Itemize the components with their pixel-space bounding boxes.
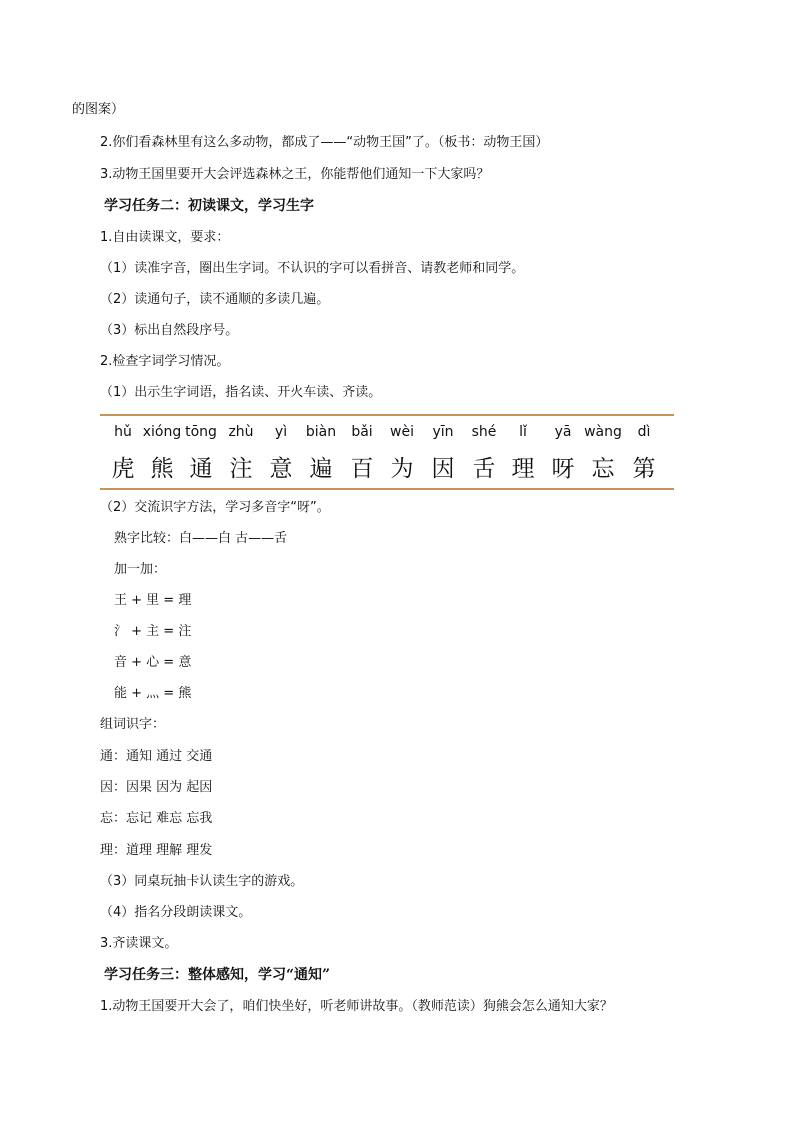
formula-line: 氵 + 主 = 注 — [114, 624, 192, 639]
paragraph: （3）标出自然段序号。 — [100, 323, 239, 338]
pinyin-label: lǐ — [519, 424, 527, 440]
hanzi-character: 意 — [269, 456, 293, 482]
hanzi-character: 百 — [350, 456, 374, 482]
paragraph: （1）读准字音，圈出生字词。不认识的字可以看拼音、请教老师和同学。 — [100, 261, 525, 276]
paragraph: 2.检查字词学习情况。 — [100, 354, 230, 369]
pinyin-label: tōng — [185, 424, 217, 440]
hanzi-character: 熊 — [150, 456, 174, 482]
paragraph: 加一加： — [114, 562, 167, 577]
section-heading: 学习任务三：整体感知，学习“通知” — [104, 967, 331, 983]
formula-line: 王 + 里 = 理 — [114, 593, 192, 608]
formula-line: 音 + 心 = 意 — [114, 655, 192, 670]
paragraph: 组词识字： — [100, 717, 166, 732]
formula-line: 能 + 灬 = 熊 — [114, 686, 192, 701]
paragraph: （4）指名分段朗读课文。 — [100, 905, 252, 920]
hanzi-character: 第 — [632, 456, 656, 482]
section-heading: 学习任务二：初读课文，学习生字 — [104, 198, 314, 214]
pinyin-label: xióng — [142, 424, 182, 440]
hanzi-character: 虎 — [111, 456, 135, 482]
pinyin-label: biàn — [305, 424, 337, 440]
hanzi-character: 忘 — [591, 456, 615, 482]
paragraph: （3）同桌玩抽卡认读生字的游戏。 — [100, 874, 304, 889]
word-group: 通：通知 通过 交通 — [100, 749, 213, 764]
paragraph-continuation: 的图案） — [72, 102, 125, 117]
pinyin-label: yīn — [432, 424, 454, 440]
hanzi-character: 舌 — [472, 456, 496, 482]
paragraph: 1.动物王国要开大会了，咱们快坐好，听老师讲故事。（教师范读）狗熊会怎么通知大家？ — [100, 999, 613, 1014]
hanzi-character: 呀 — [551, 456, 575, 482]
hanzi-character: 注 — [229, 456, 253, 482]
paragraph: （2）交流识字方法，学习多音字“呀”。 — [100, 500, 330, 515]
pinyin-label: shé — [471, 424, 497, 440]
hanzi-character: 通 — [189, 456, 213, 482]
hanzi-character: 因 — [431, 456, 455, 482]
paragraph: 熟字比较：白——白 古——舌 — [114, 531, 288, 546]
hanzi-character: 遍 — [309, 456, 333, 482]
hanzi-character: 理 — [511, 456, 535, 482]
pinyin-label: wàng — [584, 424, 622, 440]
pinyin-label: yā — [554, 424, 572, 440]
hanzi-character: 为 — [390, 456, 414, 482]
pinyin-label: wèi — [390, 424, 414, 440]
paragraph: （1）出示生字词语，指名读、开火车读、齐读。 — [100, 385, 382, 400]
paragraph: （2）读通句子，读不通顺的多读几遍。 — [100, 292, 330, 307]
pinyin-label: zhù — [228, 424, 254, 440]
word-group: 因：因果 因为 起因 — [100, 780, 213, 795]
new-characters-table — [100, 414, 674, 490]
word-group: 理：道理 理解 理发 — [100, 843, 213, 858]
word-group: 忘：忘记 难忘 忘我 — [100, 811, 213, 826]
pinyin-label: yì — [274, 424, 288, 440]
pinyin-label: hǔ — [114, 424, 132, 440]
pinyin-label: bǎi — [351, 424, 373, 440]
paragraph: 2.你们看森林里有这么多动物，都成了——“动物王国”了。（板书：动物王国） — [100, 135, 549, 150]
paragraph: 1.自由读课文，要求： — [100, 230, 230, 245]
pinyin-label: dì — [637, 424, 651, 440]
paragraph: 3.齐读课文。 — [100, 936, 178, 951]
paragraph: 3.动物王国里要开大会评选森林之王，你能帮他们通知一下大家吗？ — [100, 167, 490, 182]
